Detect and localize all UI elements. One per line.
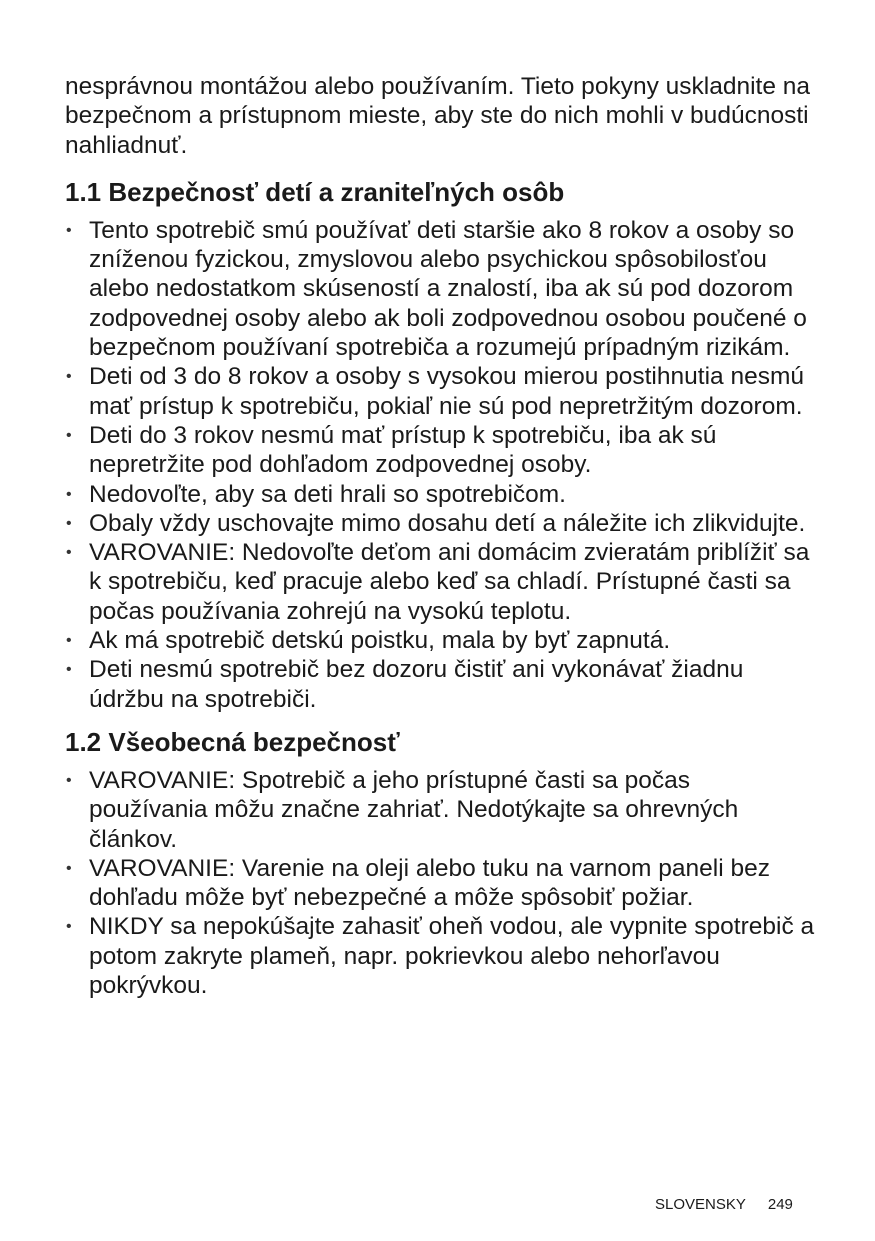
list-item bbox=[65, 538, 815, 626]
list-item bbox=[65, 626, 815, 655]
bullet-icon: • bbox=[66, 859, 72, 877]
list-item bbox=[65, 854, 815, 913]
bullet-icon: • bbox=[66, 368, 72, 386]
list-item bbox=[65, 362, 815, 421]
page-content bbox=[65, 72, 815, 1000]
bullet-icon: • bbox=[66, 514, 72, 532]
page-footer bbox=[655, 1196, 793, 1213]
child-safety-list bbox=[65, 216, 815, 714]
bullet-icon: • bbox=[66, 485, 72, 503]
bullet-icon: • bbox=[66, 771, 72, 789]
list-item-text: Deti do 3 rokov nesmú mať prístup k spotrebiču, iba ak sú nepretržite pod dohľadom zodpovednej osoby. bbox=[89, 421, 717, 479]
list-item-text: Nedovoľte, aby sa deti hrali so spotrebičom. bbox=[89, 480, 566, 508]
bullet-icon: • bbox=[66, 661, 72, 679]
list-item bbox=[65, 421, 815, 480]
list-item-text: Ak má spotrebič detskú poistku, mala by byť zapnutá. bbox=[89, 627, 671, 655]
list-item-text: NIKDY sa nepokúšajte zahasiť oheň vodou, ale vypnite spotrebič a potom zakryte plameň, napr. pokrievkou alebo nehorľavou pokrývkou. bbox=[89, 913, 815, 1000]
list-item-text: Obaly vždy uschovajte mimo dosahu detí a náležite ich zlikvidujte. bbox=[89, 509, 806, 537]
bullet-icon: • bbox=[66, 632, 72, 650]
list-item bbox=[65, 216, 815, 362]
list-item-text: VAROVANIE: Spotrebič a jeho prístupné časti sa počas používania môžu značne zahriať. Nedotýkajte sa ohrevných článkov. bbox=[89, 766, 739, 853]
page-number: 249 bbox=[767, 1196, 793, 1213]
list-item-text: Deti nesmú spotrebič bez dozoru čistiť ani vykonávať žiadnu údržbu na spotrebiči. bbox=[89, 656, 744, 713]
list-item bbox=[65, 912, 815, 1000]
intro-paragraph: nesprávnou montážou alebo používaním. Tieto pokyny uskladnite na bezpečnom a prístupnom mieste, aby ste do nich mohli v budúcnosti nahliadnuť. bbox=[65, 73, 811, 159]
footer-language: SLOVENSKY bbox=[655, 1196, 746, 1213]
list-item-text: VAROVANIE: Varenie na oleji alebo tuku na varnom paneli bez dohľadu môže byť nebezpečné a môže spôsobiť požiar. bbox=[89, 854, 770, 912]
section-heading-general-safety: 1.2 Všeobecná bezpečnosť bbox=[65, 726, 400, 757]
list-item-text: Tento spotrebič smú používať deti staršie ako 8 rokov a osoby so zníženou fyzickou, zmyslovou alebo psychickou spôsobilosťou alebo nedostatkom skúseností a znalostí, iba ak sú pod dozorom zodpovednej osoby alebo ak boli zodpovednou osobou poučené o bezpečnom používaní spotrebiča a rozumejú prípadným rizikám. bbox=[89, 216, 807, 362]
list-item bbox=[65, 766, 815, 854]
bullet-icon: • bbox=[66, 918, 72, 936]
list-item-text: VAROVANIE: Nedovoľte deťom ani domácim zvieratám priblížiť sa k spotrebiču, keď pracuje alebo keď sa chladí. Prístupné časti sa počas používania zohrejú na vysokú teplotu. bbox=[89, 539, 810, 625]
bullet-icon: • bbox=[66, 426, 72, 444]
list-item-text: Deti od 3 do 8 rokov a osoby s vysokou mierou postihnutia nesmú mať prístup k spotrebiču, pokiaľ nie sú pod nepretržitým dozorom. bbox=[89, 363, 804, 420]
general-safety-list bbox=[65, 766, 815, 1000]
list-item bbox=[65, 655, 815, 714]
list-item bbox=[65, 509, 815, 538]
bullet-icon: • bbox=[66, 544, 72, 562]
bullet-icon: • bbox=[66, 221, 72, 239]
section-heading-child-safety: 1.1 Bezpečnosť detí a zraniteľných osôb bbox=[65, 176, 565, 207]
list-item bbox=[65, 480, 815, 509]
